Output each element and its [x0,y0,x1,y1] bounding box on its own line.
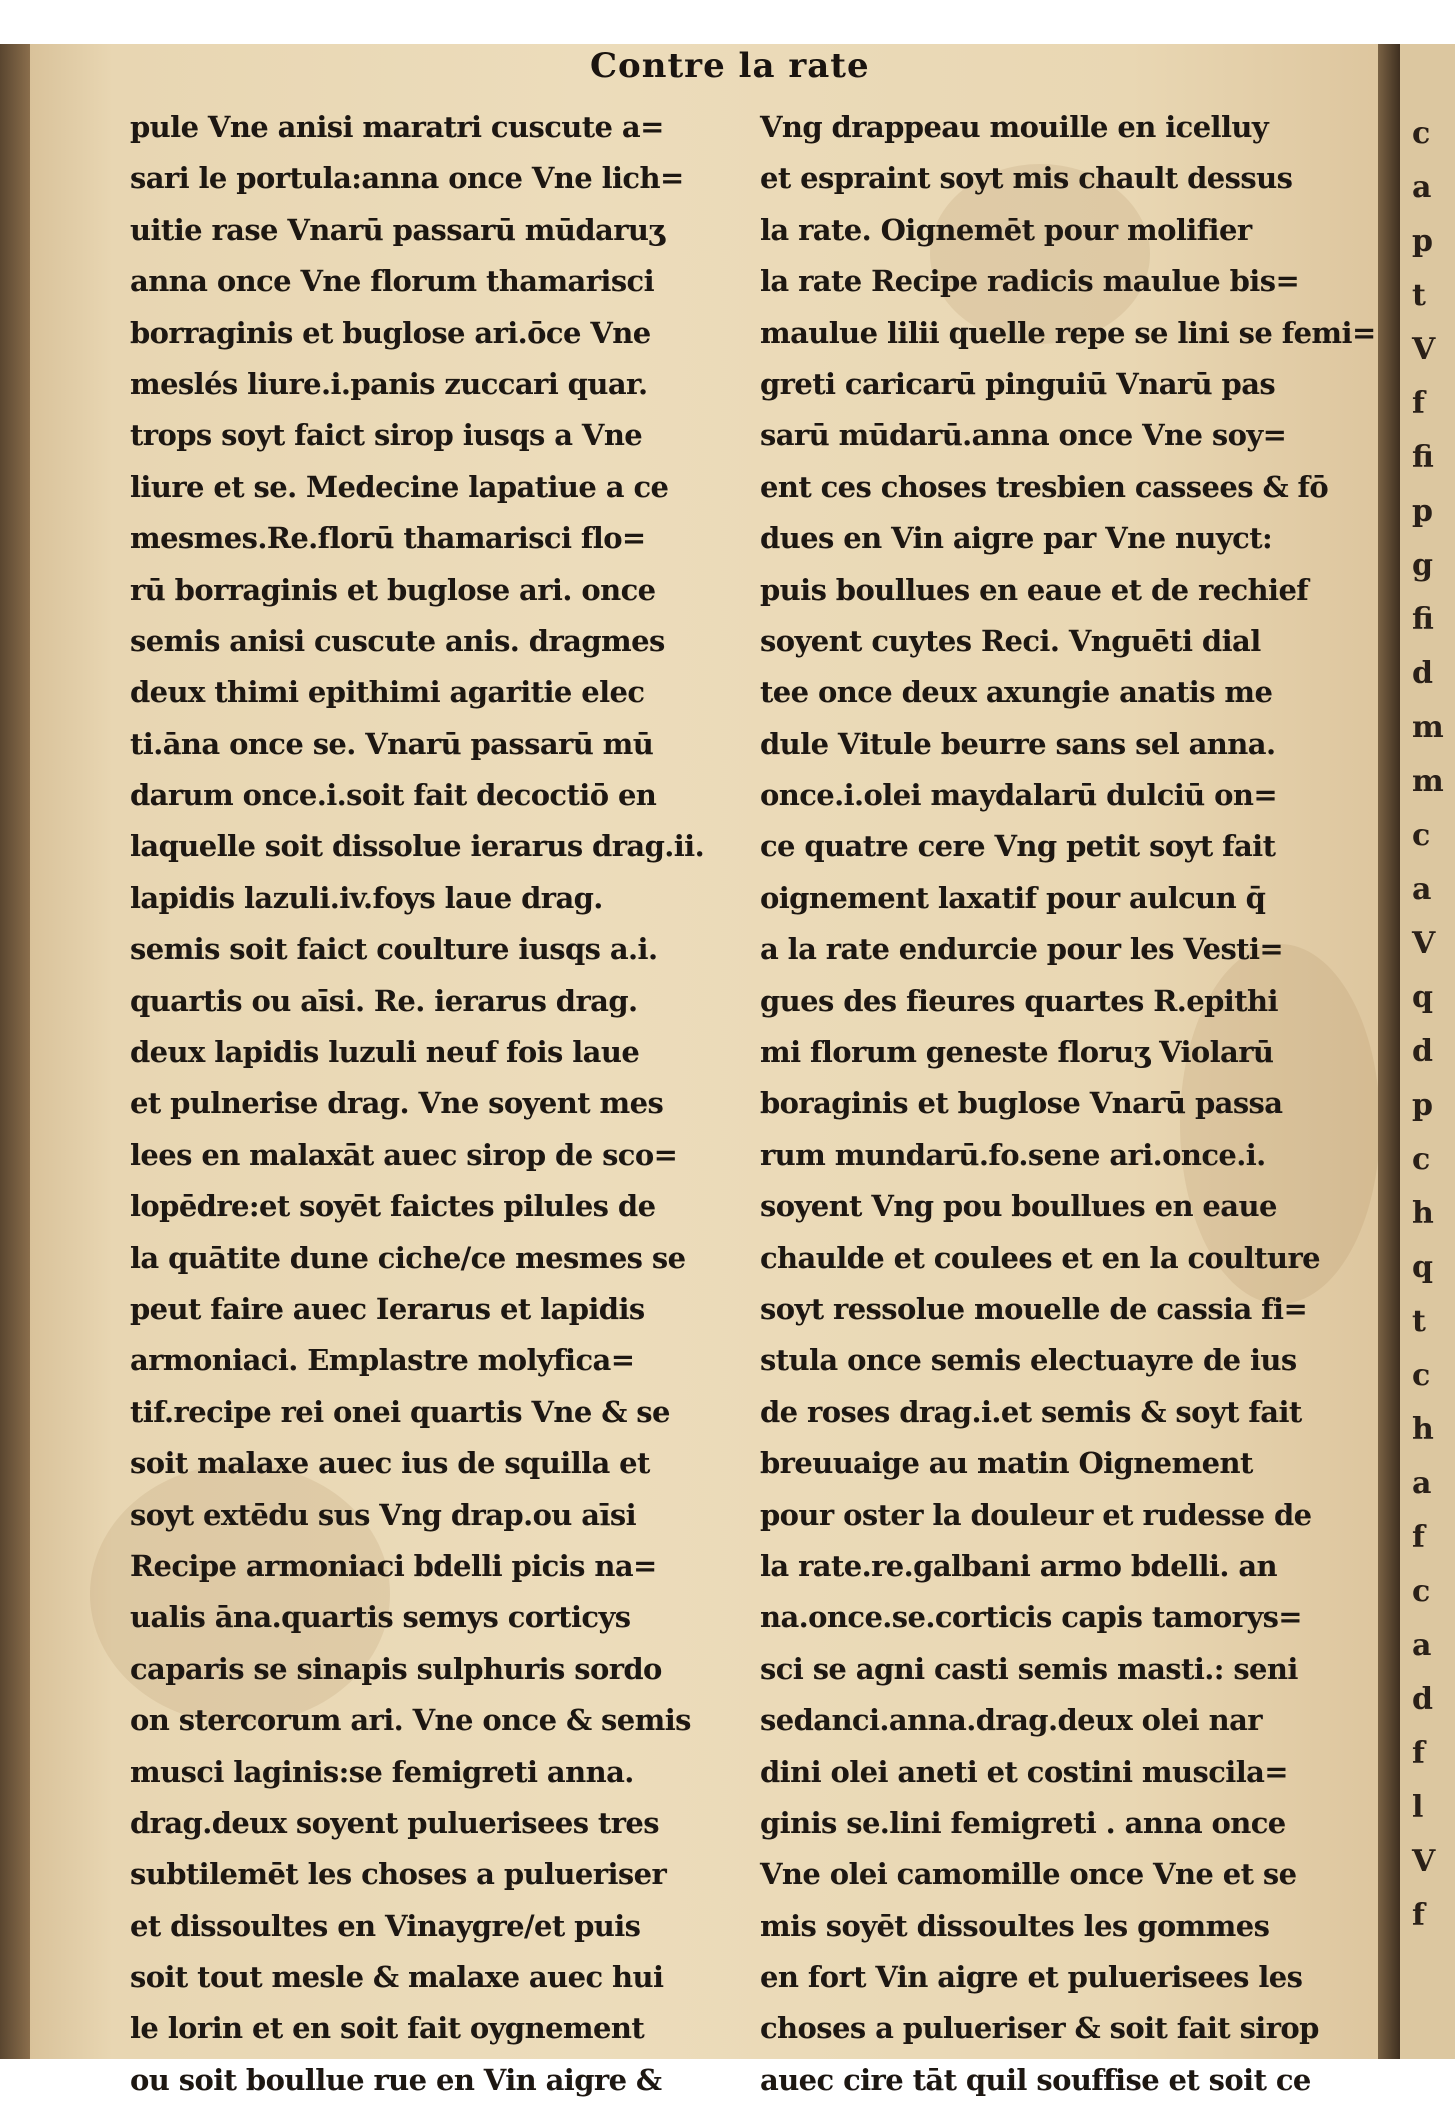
text-line: sari le portula:anna once Vne lich= [130,161,684,196]
text-line: soyt ressolue mouelle de cassia fi= [760,1291,1308,1326]
text-line: liure et se. Medecine lapatiue a ce [130,469,669,504]
facing-page-fragment: g [1412,548,1433,583]
facing-page-fragment: p [1412,1088,1433,1123]
text-line: rū borraginis et buglose ari. once [130,572,656,607]
text-line: ent ces choses tresbien cassees & fō [760,469,1329,504]
text-line: la quātite dune ciche/ce mesmes se [130,1240,686,1275]
facing-page-fragment: f [1412,1898,1425,1933]
facing-page-fragment: V [1412,1844,1436,1879]
book-gutter [1378,44,1400,2059]
text-line: once.i.olei maydalarū dulciū on= [760,778,1278,813]
facing-page-fragment: f [1412,386,1425,421]
text-line: maulue lilii quelle repe se lini se femi= [760,315,1376,350]
text-line: sedanci.anna.drag.deux olei nar [760,1703,1262,1738]
text-line: oignement laxatif pour aulcun q̄ [760,880,1266,915]
text-line: rum mundarū.fo.sene ari.once.i. [760,1137,1266,1172]
text-line: darum once.i.soit fait decoctiō en [130,778,657,813]
facing-page-fragment: V [1412,926,1436,961]
facing-page-fragment: q [1412,1250,1433,1285]
text-line: soyent Vng pou boullues en eaue [760,1189,1277,1224]
text-line: soyt extēdu sus Vng drap.ou aīsi [130,1497,637,1532]
text-line: musci laginis:se femigreti anna. [130,1754,634,1789]
text-line: borraginis et buglose ari.ōce Vne [130,315,651,350]
text-line: la rate.re.galbani armo bdelli. an [760,1548,1278,1583]
text-line: soit tout mesle & malaxe auec hui [130,1960,664,1995]
text-line: subtilemēt les choses a pulueriser [130,1857,667,1892]
facing-page-fragment: f [1412,1736,1425,1771]
text-line: ginis se.lini femigreti . anna once [760,1805,1286,1840]
scanned-spread [0,44,1455,2097]
text-line: gues des fieures quartes R.epithi [760,983,1278,1018]
facing-page-fragment: t [1412,1304,1426,1339]
text-line: et pulnerise drag. Vne soyent mes [130,1086,664,1121]
text-line: quartis ou aīsi. Re. ierarus drag. [130,983,638,1018]
facing-page-fragment: m [1412,710,1444,745]
facing-page-fragment: h [1412,1196,1434,1231]
text-line: Vne olei camomille once Vne et se [760,1857,1297,1892]
text-line: greti caricarū pinguiū Vnarū pas [760,366,1276,401]
facing-page-fragment: d [1412,1682,1433,1717]
facing-page-fragment: t [1412,278,1426,313]
facing-page-fragment: d [1412,1034,1433,1069]
text-line: en fort Vin aigre et puluerisees les [760,1960,1303,1995]
book-left-edge [0,44,30,2059]
text-line: ti.āna once se. Vnarū passarū mū [130,726,654,761]
text-line: on stercorum ari. Vne once & semis [130,1703,691,1738]
facing-page-fragment: l [1412,1790,1424,1825]
text-line: stula once semis electuayre de ius [760,1343,1297,1378]
facing-page-fragment: a [1412,170,1432,205]
text-line: caparis se sinapis sulphuris sordo [130,1651,662,1686]
facing-page-fragment: c [1412,116,1431,151]
text-line: dues en Vin aigre par Vne nuyct: [760,521,1273,556]
text-line: choses a pulueriser & soit fait sirop [760,2011,1319,2046]
text-column-left [130,102,715,2106]
text-line: de roses drag.i.et semis & soyt fait [760,1394,1302,1429]
text-line: pule Vne anisi maratri cuscute a= [130,110,664,144]
text-line: dule Vitule beurre sans sel anna. [760,726,1276,761]
text-line: boraginis et buglose Vnarū passa [760,1086,1283,1121]
facing-page-fragment: p [1412,224,1433,259]
text-line: trops soyt faict sirop iusqs a Vne [130,418,643,453]
facing-page-fragment: c [1412,1358,1431,1393]
running-head: Contre la rate [590,46,870,86]
text-line: lopēdre:et soyēt faictes pilules de [130,1189,656,1224]
text-line: lees en malaxāt auec sirop de sco= [130,1137,678,1172]
text-line: mis soyēt dissoultes les gommes [760,1908,1270,1943]
facing-page-fragment: p [1412,494,1433,529]
text-line: a la rate endurcie pour les Vesti= [760,932,1284,967]
text-line: la rate. Oignemēt pour molifier [760,212,1252,247]
facing-page-fragment: q [1412,980,1433,1015]
text-line: peut faire auec Ierarus et lapidis [130,1291,645,1326]
text-line: lapidis lazuli.iv.foys laue drag. [130,880,603,915]
text-line: auec cire tāt quil souffise et soit ce [760,2062,1311,2097]
text-line: sarū mūdarū.anna once Vne soy= [760,418,1287,453]
text-line: Recipe armoniaci bdelli picis na= [130,1548,657,1583]
facing-page-edge [1400,44,1455,2059]
text-line: ualis āna.quartis semys corticys [130,1600,631,1635]
text-line: semis soit faict coulture iusqs a.i. [130,932,658,967]
book-page [30,44,1408,2097]
text-line: pour oster la douleur et rudesse de [760,1497,1312,1532]
text-line: soit malaxe auec ius de squilla et [130,1446,650,1481]
text-line: soyent cuytes Reci. Vnguēti dial [760,623,1261,658]
text-line: ce quatre cere Vng petit soyt fait [760,829,1276,864]
text-line: anna once Vne florum thamarisci [130,264,655,299]
text-line: mesmes.Re.florū thamarisci flo= [130,521,646,556]
facing-page-fragment: c [1412,1574,1431,1609]
facing-page-fragment: V [1412,332,1436,367]
text-line: Vng drappeau mouille en icelluy [760,110,1269,144]
text-line: ou soit boullue rue en Vin aigre & [130,2062,662,2097]
text-line: breuuaige au matin Oignement [760,1446,1253,1481]
facing-page-fragment: m [1412,764,1444,799]
text-line: la rate Recipe radicis maulue bis= [760,264,1300,299]
text-line: na.once.se.corticis capis tamorys= [760,1600,1302,1635]
facing-page-fragment: c [1412,1142,1431,1177]
text-line: puis boullues en eaue et de rechief [760,572,1309,607]
text-line: et dissoultes en Vinaygre/et puis [130,1908,641,1943]
text-line: chaulde et coulees et en la coulture [760,1240,1321,1275]
text-line: semis anisi cuscute anis. dragmes [130,623,665,658]
facing-page-fragment: h [1412,1412,1434,1447]
text-line: le lorin et en soit fait oygnement [130,2011,645,2046]
text-line: tee once deux axungie anatis me [760,675,1273,710]
facing-page-fragment: fi [1412,602,1434,637]
text-line: laquelle soit dissolue ierarus drag.ii. [130,829,705,864]
facing-page-fragment: fi [1412,440,1434,475]
text-line: dini olei aneti et costini muscila= [760,1754,1289,1789]
facing-page-fragment: a [1412,1628,1432,1663]
facing-page-fragment: d [1412,656,1433,691]
text-line: et espraint soyt mis chault dessus [760,161,1293,196]
text-line: deux lapidis luzuli neuf fois laue [130,1035,640,1070]
text-column-right [760,102,1376,2106]
text-line: sci se agni casti semis masti.: seni [760,1651,1298,1686]
facing-page-fragment: f [1412,1520,1425,1555]
text-line: meslés liure.i.panis zuccari quar. [130,366,648,401]
text-line: drag.deux soyent puluerisees tres [130,1805,659,1840]
text-line: armoniaci. Emplastre molyfica= [130,1343,635,1378]
facing-page-fragment: a [1412,1466,1432,1501]
facing-page-fragment: a [1412,872,1432,907]
text-line: mi florum geneste floruʒ Violarū [760,1035,1274,1070]
text-line: deux thimi epithimi agaritie elec [130,675,645,710]
text-line: uitie rase Vnarū passarū mūdaruʒ [130,212,665,247]
facing-page-fragment: c [1412,818,1431,853]
text-line: tif.recipe rei onei quartis Vne & se [130,1394,670,1429]
